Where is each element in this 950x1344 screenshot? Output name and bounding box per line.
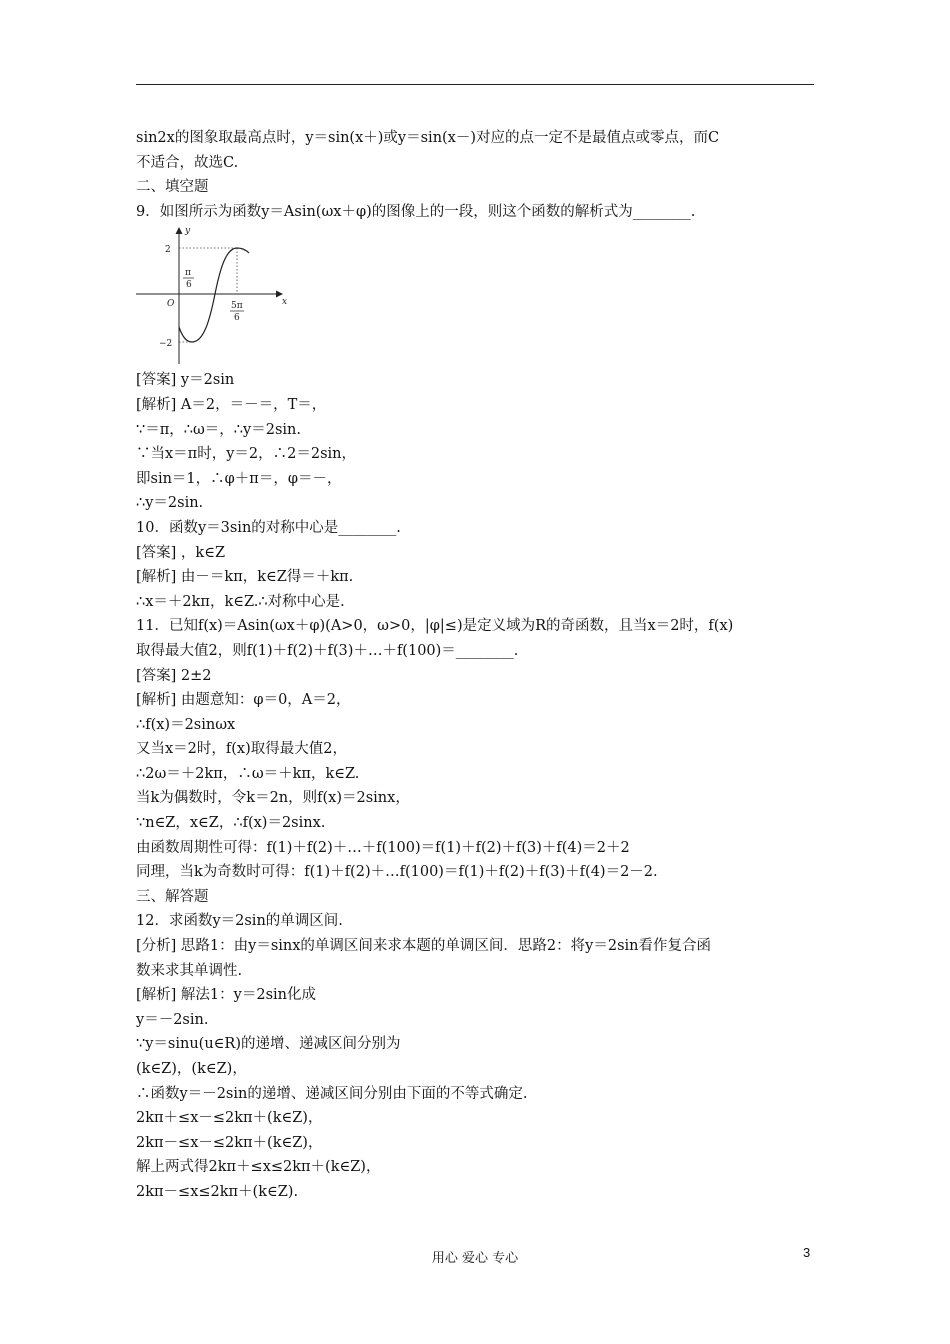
text-line: y＝－2sin. (136, 1011, 209, 1028)
analysis-line: [解析] 由－＝kπ，k∈Z得＝＋kπ. (136, 569, 354, 586)
text-line: 同理，当k为奇数时可得：f(1)＋f(2)＋…f(100)＝f(1)＋f(2)＋f(3)＋f(4)＝2－2. (136, 864, 658, 881)
text-line: ∵＝π，∴ω＝，∴y＝2sin. (136, 421, 301, 438)
text-line: (k∈Z)，(k∈Z)， (136, 1061, 247, 1077)
text-line: 当k为偶数时，令k＝2n，则f(x)＝2sinx， (136, 790, 410, 807)
tick1-numerator: π (185, 268, 191, 279)
text-line: ∴y＝2sin. (136, 495, 204, 512)
text-line: 数来求其单调性. (136, 962, 243, 979)
y-min-label: −2 (159, 339, 173, 350)
question-9: 9．如图所示为函数y＝Asin(ωx＋φ)的图像上的一段，则这个函数的解析式为________. (136, 203, 696, 220)
text-line: 又当x＝2时，f(x)取得最大值2， (136, 741, 347, 758)
question-10: 10．函数y＝3sin的对称中心是________. (136, 519, 401, 536)
page-number: 3 (803, 1245, 811, 1260)
section-heading: 三、解答题 (136, 888, 209, 905)
sine-graph (136, 224, 296, 364)
sine-curve (179, 248, 249, 342)
text-line: 2kπ－≤x≤2kπ＋(k∈Z). (136, 1183, 299, 1200)
text-line: ∴x＝＋2kπ，k∈Z.∴对称中心是. (136, 593, 345, 610)
section-heading: 二、填空题 (136, 179, 209, 196)
header-rule (136, 84, 814, 85)
sine-graph-figure (136, 224, 296, 364)
text-line: sin2x的图象取最高点时，y＝sin(x＋)或y＝sin(x－)对应的点一定不是最值点或零点，而C (136, 130, 720, 146)
text-line: ∴函数y＝－2sin的递增、递减区间分别由下面的不等式确定. (136, 1085, 528, 1102)
text-line: ∴2ω＝＋2kπ，∴ω＝＋kπ，k∈Z. (136, 765, 360, 782)
text-line: 解上两式得2kπ＋≤x≤2kπ＋(k∈Z)， (136, 1159, 381, 1176)
text-line: 由函数周期性可得：f(1)＋f(2)＋…＋f(100)＝f(1)＋f(2)＋f(3)＋f(4)＝2＋2 (136, 839, 630, 856)
text-line: 取得最大值2，则f(1)＋f(2)＋f(3)＋…＋f(100)＝________. (136, 642, 519, 659)
analysis-line: [解析] A＝2，＝－＝，T＝， (136, 396, 327, 413)
text-line: ∵y＝sinu(u∈R)的递增、递减区间分别为 (136, 1036, 401, 1053)
text-line: 不适合，故选C. (136, 154, 239, 171)
text-line: ∵n∈Z，x∈Z，∴f(x)＝2sinx. (136, 815, 326, 832)
y-axis-arrow (176, 227, 183, 234)
answer-line: [答案] y＝2sin (136, 372, 235, 389)
answer-line: [答案] ，k∈Z (136, 544, 226, 561)
text-line: ∵当x＝π时，y＝2，∴2＝2sin， (136, 446, 356, 463)
text-line: 2kπ－≤x－≤2kπ＋(k∈Z)， (136, 1134, 323, 1151)
origin-label: O (167, 299, 175, 310)
tick1-denominator: 6 (186, 280, 192, 291)
y-axis-label: y (185, 226, 191, 237)
y-max-label: 2 (165, 245, 171, 256)
text-line: 即sin＝1，∴φ＋π＝，φ＝－， (136, 470, 342, 487)
text-line: 2kπ＋≤x－≤2kπ＋(k∈Z)， (136, 1110, 323, 1127)
tick2-denominator: 6 (234, 313, 240, 324)
document-body (136, 126, 820, 1205)
question-12: 12．求函数y＝2sin的单调区间. (136, 913, 343, 930)
text-line: ∴f(x)＝2sinωx (136, 716, 236, 733)
answer-line: [答案] 2±2 (136, 667, 212, 684)
analysis-line: [解析] 由题意知：φ＝0，A＝2， (136, 692, 351, 709)
x-axis-label: x (282, 297, 288, 308)
tick2-numerator: 5π (231, 301, 243, 312)
question-11: 11．已知f(x)＝Asin(ωx＋φ)(A>0，ω>0，|φ|≤)是定义域为R的奇函数，且当x＝2时，f(x) (136, 618, 734, 635)
analysis-line: [解析] 解法1：y＝2sin化成 (136, 987, 316, 1004)
footer-slogan: 用心 爱心 专心 (431, 1251, 519, 1266)
analysis-line: [分析] 思路1：由y＝sinx的单调区间来求本题的单调区间．思路2：将y＝2sin看作复合函 (136, 938, 711, 955)
